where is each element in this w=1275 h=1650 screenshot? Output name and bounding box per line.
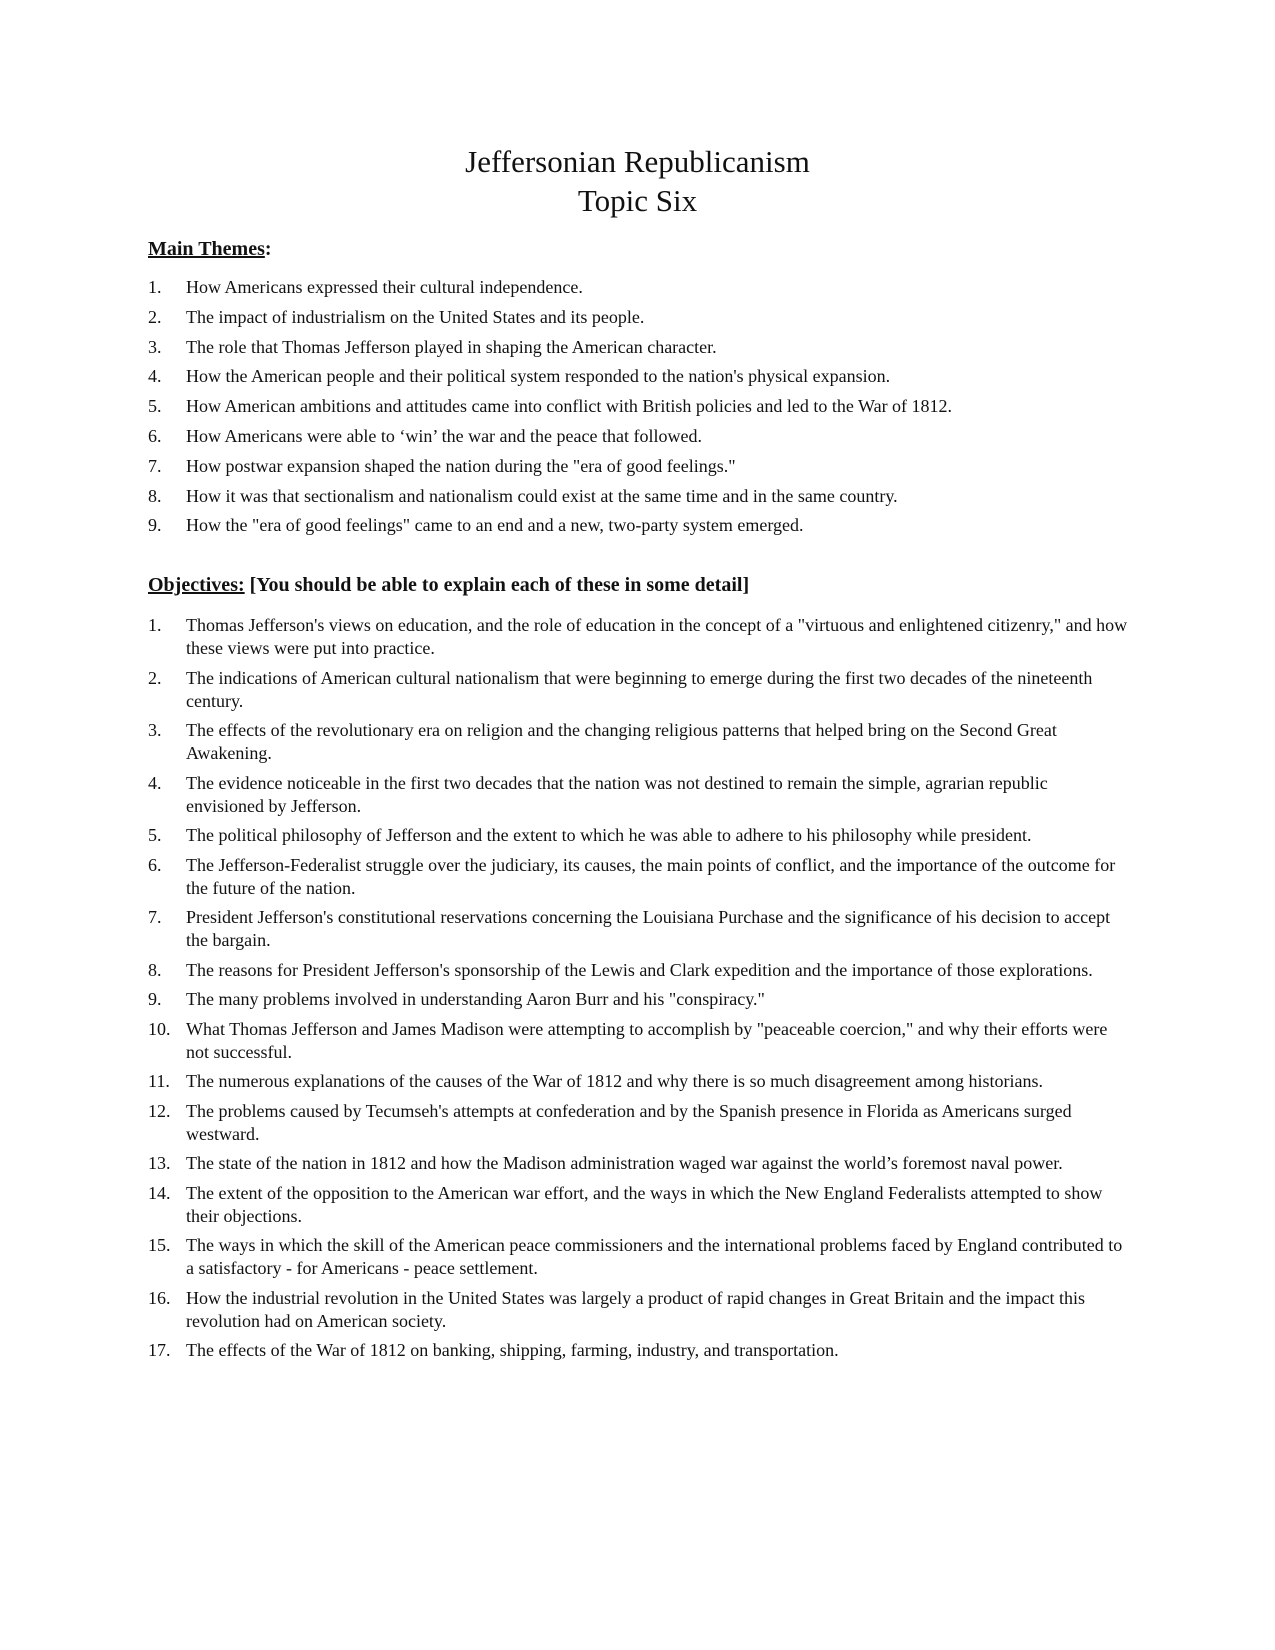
list-item-text: The problems caused by Tecumseh's attempts at confederation and by the Spanish presence in Florida as Americans surged westward.	[186, 1100, 1072, 1144]
list-item-text: How postwar expansion shaped the nation during the "era of good feelings."	[186, 455, 736, 476]
main-themes-heading-suffix: :	[264, 238, 272, 260]
list-item-text: The impact of industrialism on the United States and its people.	[186, 306, 645, 327]
list-item-text: How Americans expressed their cultural independence.	[186, 277, 583, 297]
theme-item	[148, 365, 1128, 388]
list-item-text: The evidence noticeable in the first two decades that the nation was not destined to remain the simple, agrarian republic envisioned by Jefferson.	[186, 772, 1048, 816]
objectives-heading-suffix: [You should be able to explain each of these in some detail]	[244, 574, 750, 596]
list-item-number: 1.	[148, 277, 162, 297]
list-item-text: How American ambitions and attitudes came into conflict with British policies and led to the War of 1812.	[186, 396, 953, 417]
list-item-number: 11.	[148, 1071, 170, 1091]
list-item-text: The many problems involved in understanding Aaron Burr and his "conspiracy."	[186, 989, 765, 1009]
list-item-text: The extent of the opposition to the American war effort, and the ways in which the New England Federalists attempted to show their objections.	[186, 1182, 1103, 1226]
objective-item	[148, 959, 1128, 982]
objective-item	[148, 1182, 1128, 1228]
list-item-number: 8.	[148, 485, 162, 506]
list-item-text: The role that Thomas Jefferson played in shaping the American character.	[186, 336, 717, 357]
list-item-text: The Jefferson-Federalist struggle over the judiciary, its causes, the main points of conflict, and the importance of the outcome for the future of the nation.	[186, 854, 1116, 898]
objective-item	[148, 854, 1128, 900]
list-item-number: 8.	[148, 959, 162, 980]
list-item-text: The effects of the War of 1812 on banking, shipping, farming, industry, and transportation.	[186, 1340, 839, 1360]
list-item-number: 3.	[148, 336, 162, 357]
objective-item	[148, 1339, 1128, 1362]
list-item-number: 5.	[148, 396, 162, 417]
objective-item	[148, 719, 1128, 765]
objective-item	[148, 988, 1128, 1011]
objectives-heading	[148, 574, 749, 597]
list-item-text: How the American people and their political system responded to the nation's physical expansion.	[186, 366, 891, 387]
list-item-text: How Americans were able to ‘win’ the war and the peace that followed.	[186, 425, 702, 446]
list-item-text: The political philosophy of Jefferson and the extent to which he was able to adhere to his philosophy while president.	[186, 825, 1032, 845]
list-item-text: How it was that sectionalism and nationalism could exist at the same time and in the same country.	[186, 485, 898, 506]
list-item-number: 6.	[148, 425, 162, 446]
list-item-number: 5.	[148, 825, 162, 845]
objective-item	[148, 1152, 1128, 1175]
list-item-text: Thomas Jefferson's views on education, and the role of education in the concept of a "virtuous and enlightened citizenry," and how these views were put into practice.	[186, 615, 1128, 658]
objective-item	[148, 824, 1128, 847]
list-item-text: The indications of American cultural nationalism that were beginning to emerge during the first two decades of the nineteenth century.	[186, 667, 1093, 711]
list-item-number: 9.	[148, 515, 162, 536]
list-item-text: How the "era of good feelings" came to an end and a new, two-party system emerged.	[186, 515, 804, 536]
theme-item	[148, 485, 1128, 508]
theme-item	[148, 306, 1128, 329]
document-title	[0, 142, 1275, 220]
list-item-number: 1.	[148, 615, 162, 635]
theme-item	[148, 276, 1128, 299]
list-item-number: 3.	[148, 720, 162, 740]
objectives-heading-label: Objectives:	[148, 574, 245, 596]
objective-item	[148, 614, 1128, 660]
objectives-list	[148, 614, 1128, 1369]
list-item-number: 4.	[148, 366, 162, 387]
list-item-number: 17.	[148, 1340, 171, 1360]
list-item-number: 6.	[148, 854, 162, 875]
list-item-text: The effects of the revolutionary era on religion and the changing religious patterns that helped bring on the Second Great Awakening.	[186, 720, 1057, 763]
theme-item	[148, 336, 1128, 359]
list-item-number: 13.	[148, 1153, 171, 1173]
objective-item	[148, 906, 1128, 952]
main-themes-heading-label: Main Themes	[148, 238, 265, 260]
list-item-text: What Thomas Jefferson and James Madison were attempting to accomplish by "peaceable coercion," and why their efforts were not successful.	[186, 1018, 1108, 1062]
list-item-number: 15.	[148, 1235, 171, 1255]
main-themes-list	[148, 276, 1128, 544]
list-item-number: 2.	[148, 667, 162, 688]
theme-item	[148, 455, 1128, 478]
theme-item	[148, 514, 1128, 537]
list-item-number: 9.	[148, 989, 162, 1009]
objective-item	[148, 1234, 1128, 1280]
list-item-number: 12.	[148, 1100, 171, 1121]
list-item-text: The numerous explanations of the causes of the War of 1812 and why there is so much disagreement among historians.	[186, 1071, 1044, 1091]
theme-item	[148, 425, 1128, 448]
list-item-number: 14.	[148, 1182, 171, 1203]
list-item-text: The reasons for President Jefferson's sponsorship of the Lewis and Clark expedition and the importance of those explorations.	[186, 959, 1093, 980]
list-item-text: How the industrial revolution in the United States was largely a product of rapid changes in Great Britain and the impact this revolution had on American society.	[186, 1287, 1085, 1331]
title-line-1: Jeffersonian Republicanism	[465, 144, 810, 179]
objective-item	[148, 772, 1128, 818]
title-line-2: Topic Six	[577, 183, 698, 218]
objective-item	[148, 667, 1128, 713]
objective-item	[148, 1287, 1128, 1333]
list-item-number: 7.	[148, 907, 162, 927]
objective-item	[148, 1018, 1128, 1064]
theme-item	[148, 395, 1128, 418]
list-item-text: The state of the nation in 1812 and how the Madison administration waged war against the world’s foremost naval power.	[186, 1153, 1063, 1173]
list-item-number: 10.	[148, 1018, 171, 1039]
list-item-number: 4.	[148, 772, 162, 793]
list-item-number: 16.	[148, 1287, 171, 1308]
list-item-number: 2.	[148, 306, 162, 327]
objective-item	[148, 1100, 1128, 1146]
list-item-number: 7.	[148, 455, 162, 476]
objective-item	[148, 1070, 1128, 1093]
list-item-text: President Jefferson's constitutional reservations concerning the Louisiana Purchase and the significance of his decision to accept the bargain.	[186, 907, 1111, 950]
list-item-text: The ways in which the skill of the American peace commissioners and the international problems faced by England contributed to a satisfactory - for Americans - peace settlement.	[186, 1235, 1123, 1278]
main-themes-heading	[148, 238, 272, 261]
